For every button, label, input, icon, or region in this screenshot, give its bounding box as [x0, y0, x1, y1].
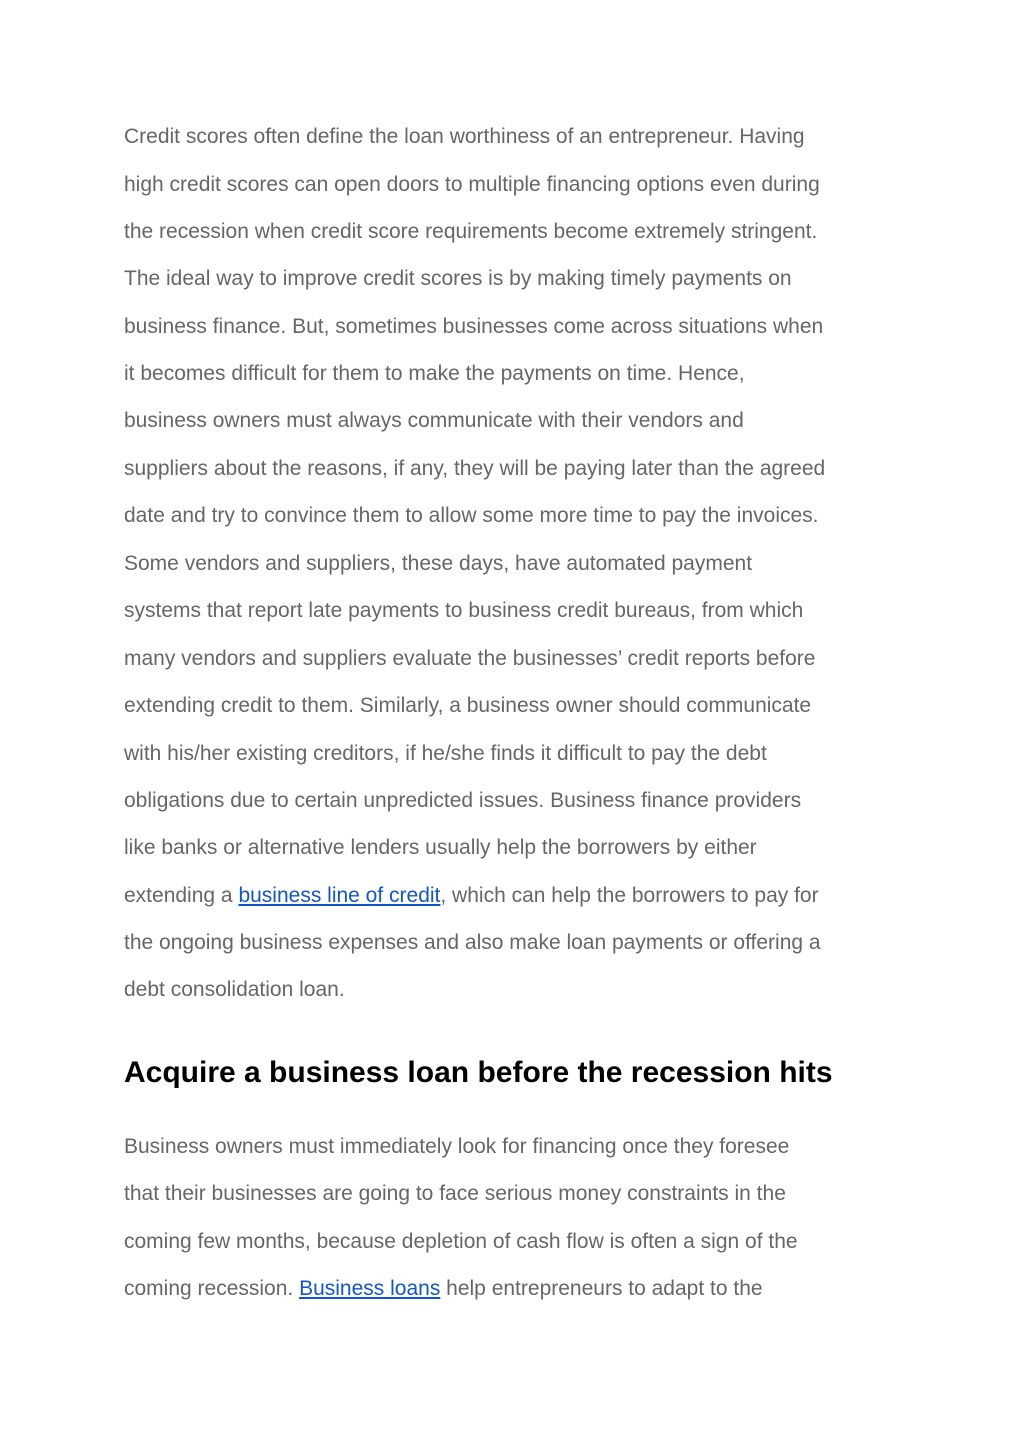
paragraph-line-with-link — [124, 882, 819, 910]
paragraph-line: Credit scores often define the loan worthiness of an entrepreneur. Having — [124, 125, 805, 148]
paragraph-line: suppliers about the reasons, if any, they will be paying later than the agreed — [124, 457, 826, 480]
paragraph-line: date and try to convince them to allow some more time to pay the invoices. — [124, 504, 819, 527]
line-text-before-link: extending a — [124, 884, 239, 907]
line-text-after-link: , which can help the borrowers to pay for — [440, 884, 819, 907]
paragraph-line: business owners must always communicate with their vendors and — [124, 409, 744, 432]
paragraph-line: Some vendors and suppliers, these days, have automated payment — [124, 552, 753, 575]
paragraph-line: The ideal way to improve credit scores is by making timely payments on — [124, 267, 792, 290]
paragraph-line: coming few months, because depletion of cash flow is often a sign of the — [124, 1230, 798, 1253]
paragraph-line: many vendors and suppliers evaluate the businesses’ credit reports before — [124, 647, 816, 670]
paragraph-line: business finance. But, sometimes businesses come across situations when — [124, 315, 824, 338]
paragraph-line: Business owners must immediately look for financing once they foresee — [124, 1135, 790, 1158]
line-text-before-link: coming recession. — [124, 1277, 300, 1300]
section-heading: Acquire a business loan before the recession hits — [124, 1056, 833, 1089]
paragraph-line: high credit scores can open doors to multiple financing options even during — [124, 173, 820, 196]
paragraph-line: that their businesses are going to face serious money constraints in the — [124, 1182, 786, 1205]
paragraph-line-with-link — [124, 1275, 763, 1303]
business-line-of-credit-link[interactable]: business line of credit — [238, 884, 441, 907]
paragraph-line: it becomes difficult for them to make the payments on time. Hence, — [124, 362, 745, 385]
business-loans-link[interactable]: Business loans — [299, 1277, 441, 1300]
paragraph-line: like banks or alternative lenders usually help the borrowers by either — [124, 836, 757, 859]
line-text-after-link: help entrepreneurs to adapt to the — [440, 1277, 763, 1300]
paragraph-line: extending credit to them. Similarly, a business owner should communicate — [124, 694, 812, 717]
paragraph-line: systems that report late payments to business credit bureaus, from which — [124, 599, 804, 622]
paragraph-line: debt consolidation loan. — [124, 978, 345, 1001]
paragraph-line: the recession when credit score requirements become extremely stringent. — [124, 220, 818, 243]
paragraph-line: the ongoing business expenses and also make loan payments or offering a — [124, 931, 821, 954]
paragraph-line: with his/her existing creditors, if he/she finds it difficult to pay the debt — [124, 742, 767, 765]
paragraph-line: obligations due to certain unpredicted issues. Business finance providers — [124, 789, 802, 812]
